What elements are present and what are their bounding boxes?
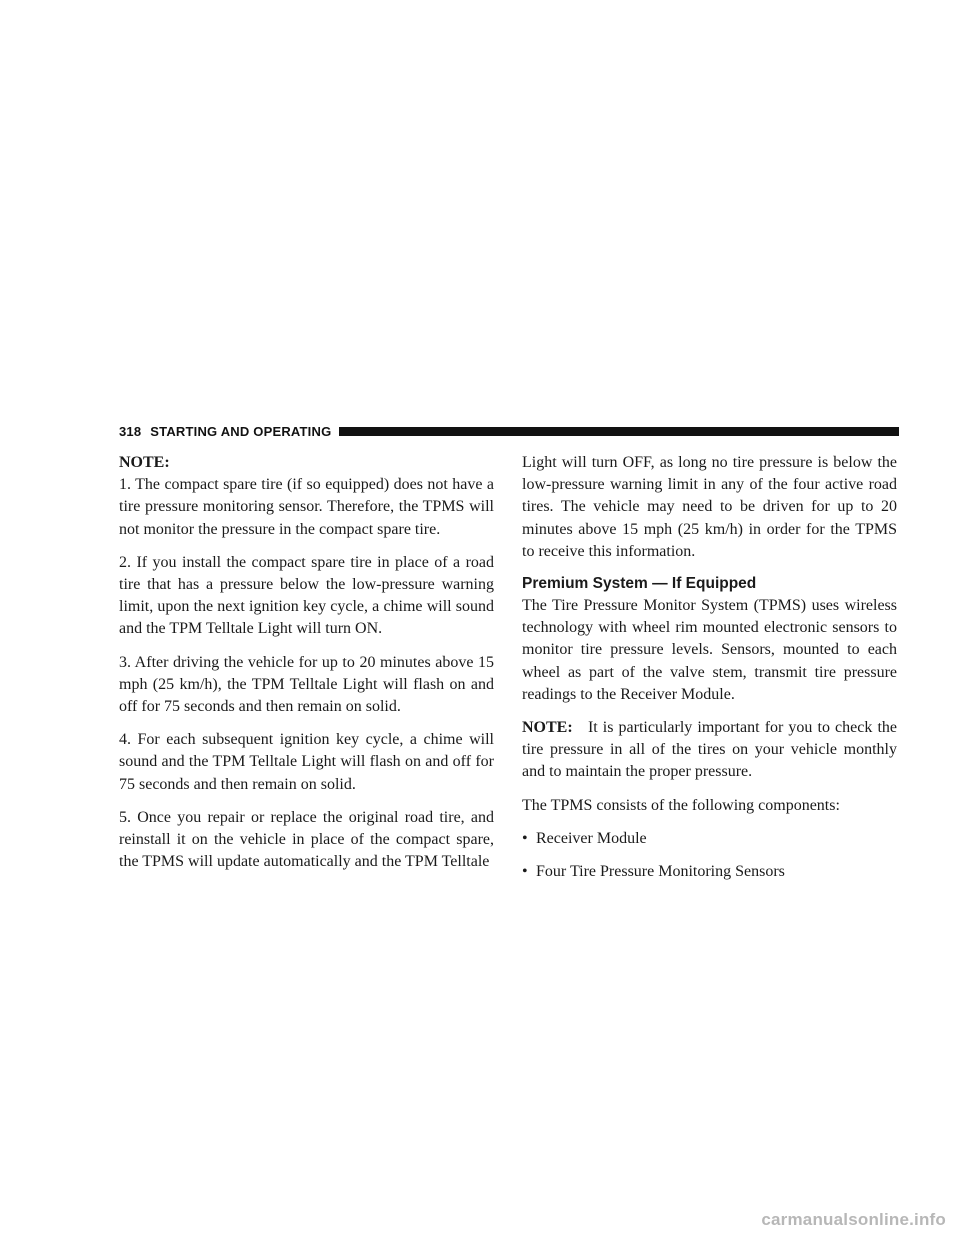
components-list	[522, 828, 897, 883]
section-title: STARTING AND OPERATING	[150, 423, 332, 439]
paragraph-3: 3. After driving the vehicle for up to 20 minutes above 15 mph (25 km/h), the TPM Telltale Light will flash on and off for 75 seconds and then remain on solid.	[119, 653, 494, 716]
premium-system-heading: Premium System — If Equipped	[522, 575, 757, 593]
bullet-icon: •	[522, 863, 528, 881]
watermark: carmanualsonline.info	[761, 1210, 946, 1229]
component-sensors: Four Tire Pressure Monitoring Sensors	[536, 863, 785, 881]
paragraph-1: 1. The compact spare tire (if so equipped) does not have a tire pressure monitoring sensor. Therefore, the TPMS will not monitor the pressure in the compact spare tire.	[119, 476, 494, 538]
note-paragraph	[522, 717, 897, 784]
list-item	[522, 828, 897, 850]
component-receiver-module: Receiver Module	[536, 829, 647, 847]
page-number: 318	[119, 423, 142, 439]
header-rule	[339, 427, 899, 436]
list-item	[522, 861, 897, 883]
continuation-paragraph: Light will turn OFF, as long no tire pressure is below the low-pressure warning limit in any of the four active road tires. The vehicle may need to be driven for up to 20 minutes above 15 mph (25 km/h) in order for the TPMS to receive this information.	[522, 454, 897, 560]
components-intro: The TPMS consists of the following components:	[522, 796, 840, 814]
paragraph-2: 2. If you install the compact spare tire in place of a road tire that has a pressure below the low-pressure warning limit, upon the next ignition key cycle, a chime will sound and the TPM Telltale Light will turn ON.	[119, 553, 494, 638]
paragraph-4: 4. For each subsequent ignition key cycle, a chime will sound and the TPM Telltale Light will flash on and off for 75 seconds and then remain on solid.	[119, 731, 494, 793]
page-header	[119, 422, 899, 440]
right-column	[522, 452, 897, 894]
note-heading: NOTE:	[119, 454, 170, 471]
bullet-icon: •	[522, 829, 528, 847]
note-label: NOTE:	[522, 719, 573, 737]
note-text: It is particularly important for you to check the tire pressure in all of the tires on your vehicle monthly and to maintain the proper pressure.	[522, 719, 897, 781]
left-column	[119, 452, 494, 884]
paragraph-5: 5. Once you repair or replace the original road tire, and reinstall it on the vehicle in place of the compact spare, the TPMS will update automatically and the TPM Telltale	[119, 808, 494, 871]
premium-intro-paragraph: The Tire Pressure Monitor System (TPMS) uses wireless technology with wheel rim mounted electronic sensors to monitor tire pressure levels. Sensors, mounted to each wheel as part of the valve stem, transmit tire pressure readings to the Receiver Module.	[522, 597, 897, 703]
